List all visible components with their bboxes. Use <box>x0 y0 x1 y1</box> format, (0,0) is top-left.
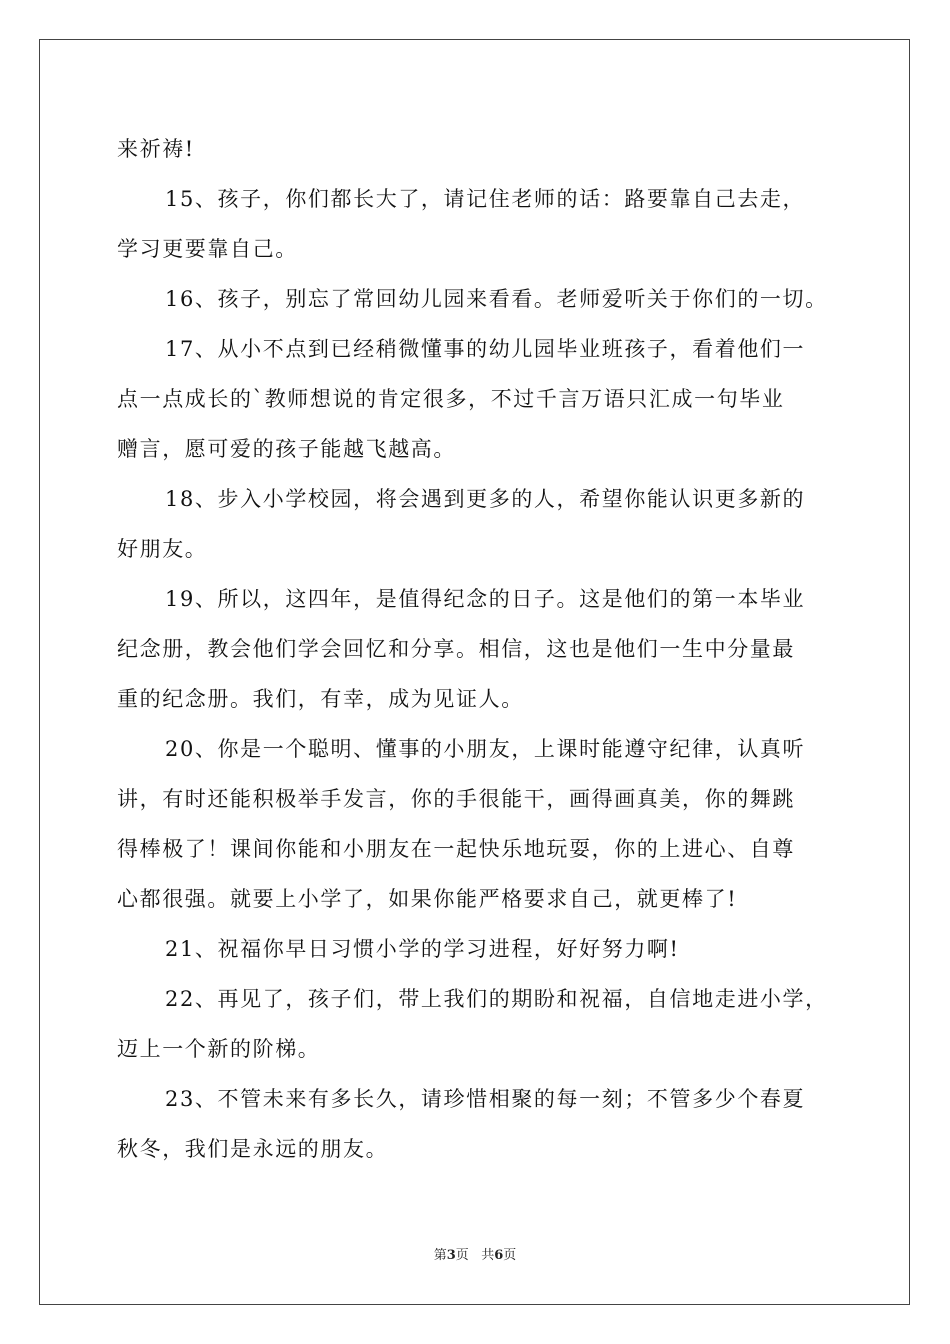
total-prefix: 共 <box>481 1248 495 1263</box>
paragraph-19-line-1: 19、所以，这四年，是值得纪念的日子。这是他们的第一本毕业 <box>165 587 806 611</box>
paragraph-19-line-2: 纪念册，教会他们学会回忆和分享。相信，这也是他们一生中分量最 <box>117 637 795 661</box>
paragraph-22-line-1: 22、再见了，孩子们，带上我们的期盼和祝福，自信地走进小学， <box>165 987 828 1011</box>
page-number-footer <box>0 1248 950 1264</box>
page-prefix: 第 <box>433 1248 447 1263</box>
paragraph-20-line-1: 20、你是一个聪明、懂事的小朋友，上课时能遵守纪律，认真听 <box>165 737 806 761</box>
paragraph-22-line-2: 迈上一个新的阶梯。 <box>117 1037 321 1061</box>
total-suffix: 页 <box>503 1248 517 1263</box>
paragraph-23-line-2: 秋冬，我们是永远的朋友。 <box>117 1137 389 1161</box>
paragraph-17-line-2: 点一点成长的`教师想说的肯定很多，不过千言万语只汇成一句毕业 <box>117 387 785 411</box>
paragraph-18-line-1: 18、步入小学校园，将会遇到更多的人，希望你能认识更多新的 <box>165 487 806 511</box>
paragraph-17-line-3: 赠言，愿可爱的孩子能越飞越高。 <box>117 437 456 461</box>
total-page-number: 6 <box>494 1248 504 1263</box>
paragraph-15-line-1: 15、孩子，你们都长大了，请记住老师的话：路要靠自己去走， <box>165 187 806 211</box>
paragraph-21-line-1: 21、祝福你早日习惯小学的学习进程，好好努力啊! <box>165 937 680 961</box>
page-suffix: 页 <box>455 1248 469 1263</box>
paragraph-18-line-2: 好朋友。 <box>117 537 208 561</box>
page-border <box>39 39 910 1305</box>
paragraph-15-line-2: 学习更要靠自己。 <box>117 237 298 261</box>
current-page-number: 3 <box>446 1248 456 1263</box>
paragraph-16-line-1: 16、孩子，别忘了常回幼儿园来看看。老师爱听关于你们的一切。 <box>165 287 828 311</box>
paragraph-17-line-1: 17、从小不点到已经稍微懂事的幼儿园毕业班孩子，看着他们一 <box>165 337 806 361</box>
paragraph-23-line-1: 23、不管未来有多长久，请珍惜相聚的每一刻；不管多少个春夏 <box>165 1087 806 1111</box>
paragraph-20-line-4: 心都很强。就要上小学了，如果你能严格要求自己，就更棒了! <box>117 887 738 911</box>
paragraph-20-line-2: 讲，有时还能积极举手发言，你的手很能干，画得画真美，你的舞跳 <box>117 787 795 811</box>
paragraph-20-line-3: 得棒极了！课间你能和小朋友在一起快乐地玩耍，你的上进心、自尊 <box>117 837 795 861</box>
text-line: 来祈祷! <box>117 137 195 161</box>
paragraph-19-line-3: 重的纪念册。我们，有幸，成为见证人。 <box>117 687 524 711</box>
